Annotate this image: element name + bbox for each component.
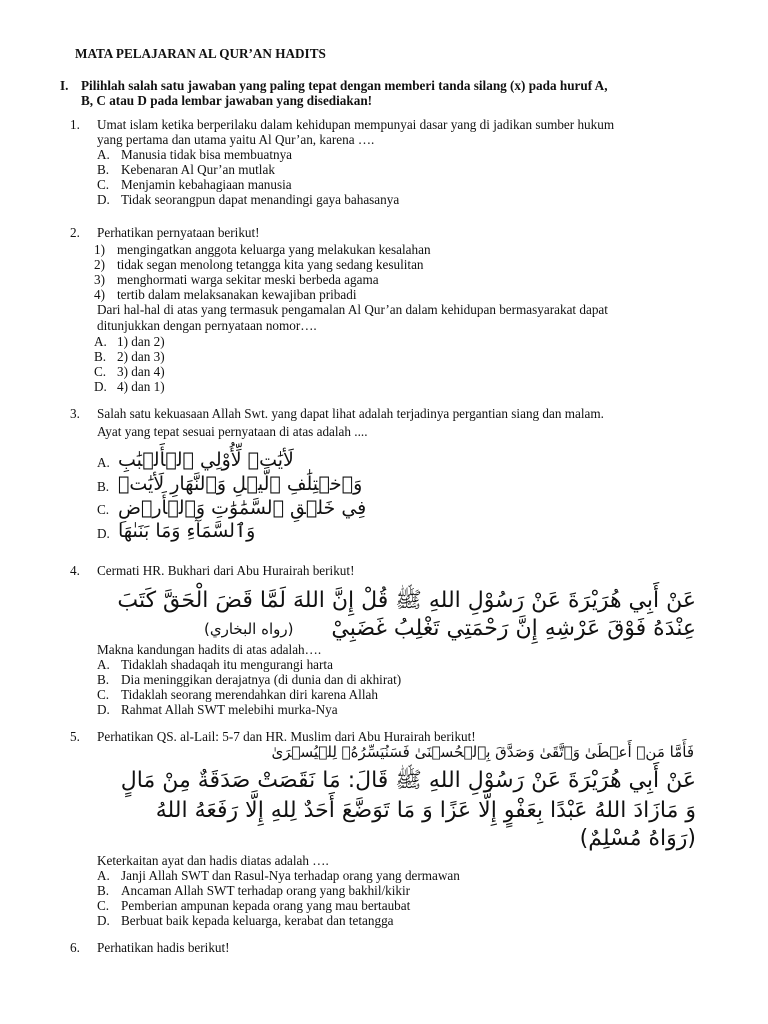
q1-option-d-letter: D. [97,192,110,207]
q3-number: 3. [70,406,80,421]
q4-hadith-source: (رواه البخاري) [204,620,294,638]
q2-number: 2. [70,225,80,240]
q5-option-d: Berbuat baik kepada keluarga, kerabat dan tetangga [121,913,394,928]
q2-question-line-1: Dari hal-hal di atas yang termasuk pengamalan Al Qur’an dalam kehidupan bermasyarakat dapat [97,302,608,317]
q6-number: 6. [70,940,80,955]
q2-option-a: 1) dan 2) [117,334,165,349]
q2-statement-2-number: 2) [94,257,105,272]
q4-intro: Cermati HR. Bukhari dari Abu Hurairah berikut! [97,563,355,578]
q3-option-b-letter: B. [97,479,110,494]
q3-option-d-letter: D. [97,526,110,541]
q2-statement-1: mengingatkan anggota keluarga yang melakukan kesalahan [117,242,431,257]
q5-number: 5. [70,729,80,744]
q4-number: 4. [70,563,80,578]
q1-option-b: Kebenaran Al Qur’an mutlak [121,162,275,177]
q3-option-b-arabic: وَٱخۡتِلَٰفِ ٱلَّيۡلِ وَٱلنَّهَارِ لَأيَٰتٖ [118,473,363,495]
q5-option-c: Pemberian ampunan kepada orang yang mau bertaubat [121,898,411,913]
q5-question: Keterkaitan ayat dan hadis diatas adalah …. [97,853,329,868]
q5-option-d-letter: D. [97,913,110,928]
q5-option-b-letter: B. [97,883,110,898]
q4-hadith-line-1: عَنْ أَبِي هُرَيْرَةَ عَنْ رَسُوْلِ اللهِ ﷺ قُلْ إِنَّ اللهَ لَمَّا قَضَ الْحَقَّ كَتَبَ [117,588,696,613]
q2-option-d-letter: D. [94,379,107,394]
q5-option-b: Ancaman Allah SWT terhadap orang yang bakhil/kikir [121,883,411,898]
q4-option-a-letter: A. [97,657,110,672]
q3-option-c-arabic: فِي خَلۡقِ ٱلسَّمَٰوَٰتِ وَٱلۡأَرۡضِ [118,497,367,519]
q5-ayat: فَأَمَّا مَنۡ أَعۡطَىٰ وَٱتَّقَىٰ وَصَدَّقَ بِٱلۡحُسۡنَىٰ فَسَنُيَسِّرُهُۥ لِلۡيُسۡرَىٰ [271,743,694,761]
q2-statement-4: tertib dalam melaksanakan kewajiban pribadi [117,287,357,302]
q2-intro: Perhatikan pernyataan berikut! [97,225,260,240]
q2-option-d: 4) dan 1) [117,379,165,394]
q1-option-a-letter: A. [97,147,110,162]
q2-statement-4-number: 4) [94,287,105,302]
q6-intro: Perhatikan hadis berikut! [97,940,230,955]
q2-option-b: 2) dan 3) [117,349,165,364]
q2-question-line-2: ditunjukkan dengan pernyataan nomor…. [97,318,317,333]
q5-hadith-line-1: عَنْ أَبِي هُرَيْرَةَ عَنْ رَسُوْلِ اللهِ ﷺ قَالَ: مَا نَقَصَتْ صَدَقَةٌ مِنْ مَالٍ [120,768,696,793]
q1-line-1: Umat islam ketika berperilaku dalam kehidupan mempunyai dasar yang di jadikan sumber hukum [97,117,615,132]
q2-option-c: 3) dan 4) [117,364,165,379]
q4-hadith-line-2: عِنْدَهُ فَوْقَ عَرْشِهِ إِنَّ رَحْمَتِي تَغْلِبُ غَضَبِيْ [331,616,696,641]
q3-option-a-arabic: لَأيَٰتٖ لِّأُوْلِي ٱلۡأَلۡبَٰبِ [118,449,294,471]
q2-statement-3: menghormati warga sekitar meski berbeda agama [117,272,379,287]
q5-intro: Perhatikan QS. al-Lail: 5-7 dan HR. Muslim dari Abu Hurairah berikut! [97,729,476,744]
q4-option-b: Dia meninggikan derajatnya (di dunia dan di akhirat) [121,672,402,687]
q3-option-d-arabic: وَٱلسَّمَآءِ وَمَا بَنَىٰهَا [118,520,256,542]
instruction-line-2: B, C atau D pada lembar jawaban yang disediakan! [81,93,373,108]
q4-option-d-letter: D. [97,702,110,717]
q2-option-c-letter: C. [94,364,107,379]
q2-option-a-letter: A. [94,334,107,349]
q1-number: 1. [70,117,80,132]
q1-option-d: Tidak seorangpun dapat menandingi gaya bahasanya [121,192,400,207]
q2-option-b-letter: B. [94,349,107,364]
q3-line-2: Ayat yang tepat sesuai pernyataan di atas adalah .... [97,424,368,439]
q2-statement-3-number: 3) [94,272,105,287]
q4-option-d: Rahmat Allah SWT melebihi murka-Nya [121,702,338,717]
q5-hadith-source: (رَوَاهُ مُسْلِمٌ) [579,826,696,851]
page-title: MATA PELAJARAN AL QUR’AN HADITS [75,46,326,61]
q1-option-c: Menjamin kebahagiaan manusia [121,177,292,192]
q3-option-c-letter: C. [97,502,110,517]
q4-option-c-letter: C. [97,687,110,702]
q4-option-c: Tidaklah seorang merendahkan diri karena Allah [121,687,378,702]
q5-option-a: Janji Allah SWT dan Rasul-Nya terhadap orang yang dermawan [121,868,460,883]
q1-option-b-letter: B. [97,162,110,177]
q3-option-a-letter: A. [97,455,110,470]
q5-option-a-letter: A. [97,868,110,883]
q1-option-c-letter: C. [97,177,110,192]
q5-hadith-line-2: وَ مَازَادَ اللهُ عَبْدًا بِعَفْوٍ إِلَّا عَزًا وَ مَا تَوَضَّعَ أَحَدٌ لِلهِ إِلَّا رَفَعَهُ اللهُ [155,798,696,823]
q2-statement-2: tidak segan menolong tetangga kita yang sedang kesulitan [117,257,424,272]
instruction-number: I. [60,78,69,93]
instruction-line-1: Pilihlah salah satu jawaban yang paling tepat dengan memberi tanda silang (x) pada huruf A, [81,78,608,93]
q1-option-a: Manusia tidak bisa membuatnya [121,147,293,162]
q4-option-a: Tidaklah shadaqah itu mengurangi harta [121,657,333,672]
q2-statement-1-number: 1) [94,242,105,257]
q1-line-2: yang pertama dan utama yaitu Al Qur’an, karena …. [97,132,375,147]
q3-line-1: Salah satu kekuasaan Allah Swt. yang dapat lihat adalah terjadinya pergantian siang dan malam. [97,406,604,421]
q5-option-c-letter: C. [97,898,110,913]
q4-question: Makna kandungan hadits di atas adalah…. [97,642,322,657]
q4-option-b-letter: B. [97,672,110,687]
